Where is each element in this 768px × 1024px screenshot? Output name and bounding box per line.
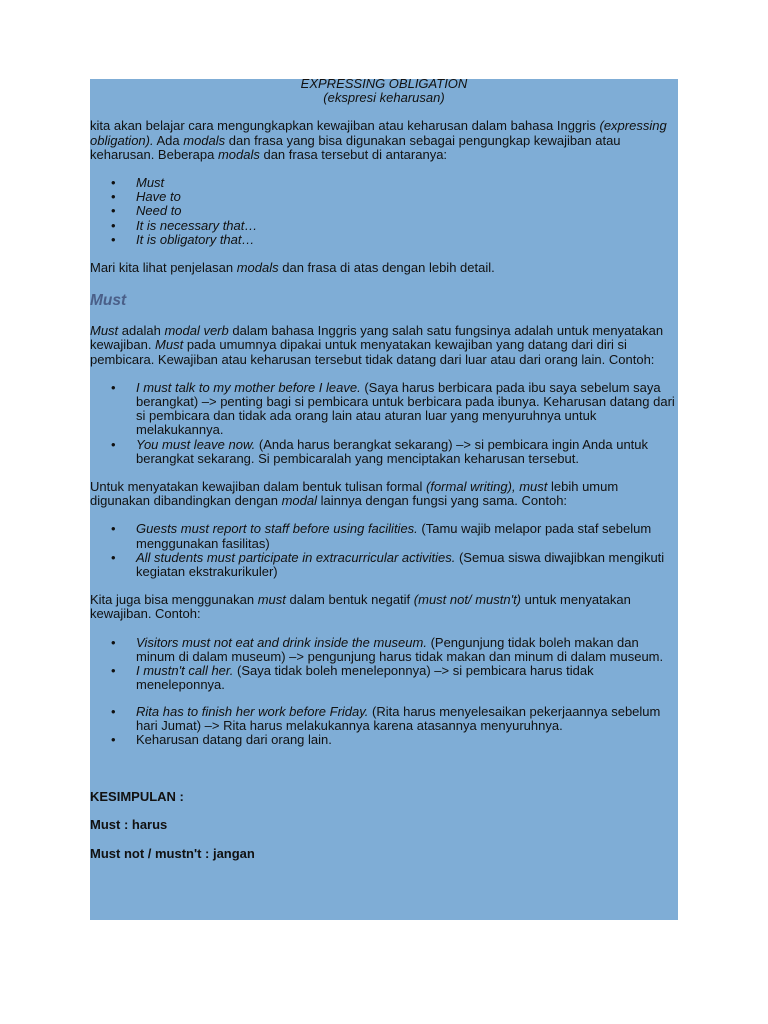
text-italic: must xyxy=(257,592,286,608)
expression: Need to xyxy=(136,203,182,219)
example-english: Rita has to finish her work before Friday. xyxy=(136,703,369,719)
detail-paragraph xyxy=(90,261,678,275)
text-italic: modals xyxy=(217,146,260,162)
text: dan frasa di atas dengan lebih detail. xyxy=(278,260,495,276)
text-italic: (formal writing), must xyxy=(426,479,548,495)
list-item xyxy=(136,176,678,190)
example-english: All students must participate in extracurricular activities. xyxy=(136,549,456,565)
example-translation: (Saya harus berbicara pada ibu saya sebelum saya berangkat) –> penting bagi si pembicara untuk berbicara pada ibunya. Keharusan datang dari si pembicara dan tidak ada orang lain atau aturan luar yang menyuruhnya untuk melakukannya. xyxy=(136,379,675,438)
example-translation: (Saya tidak boleh meneleponnya) –> si pembicara harus tidak meneleponnya. xyxy=(136,663,594,693)
list-item xyxy=(136,636,678,664)
example-english: I must talk to my mother before I leave. xyxy=(136,379,361,395)
conclusion-heading: KESIMPULAN : xyxy=(90,789,184,805)
list-item xyxy=(136,233,678,247)
text: kita akan belajar cara mengungkapkan kewajiban atau keharusan dalam bahasa Inggris xyxy=(90,118,600,134)
must-definition xyxy=(90,324,678,367)
list-item xyxy=(136,664,678,692)
list-item xyxy=(136,219,678,233)
example-list-2 xyxy=(90,522,678,579)
list-item xyxy=(136,551,678,579)
text: dan frasa yang bisa digunakan sebagai pengungkap kewajiban atau keharusan. Beberapa xyxy=(90,132,621,162)
conclusion-must: Must : harus xyxy=(90,817,168,833)
list-item xyxy=(136,522,678,550)
text: Ada xyxy=(153,132,184,148)
text: pada umumnya dipakai untuk menyatakan kewajiban yang datang dari diri si pembicara. Kewajiban atau keharusan tersebut tidak datang dari luar atau dari orang lain. Contoh: xyxy=(90,337,655,367)
expression: It is necessary that… xyxy=(136,217,258,233)
text: Mari kita lihat penjelasan xyxy=(90,260,237,276)
example-translation: (Tamu wajib melapor pada staf sebelum menggunakan fasilitas) xyxy=(136,521,652,551)
example-english: Visitors must not eat and drink inside the museum. xyxy=(136,634,427,650)
example-english: Guests must report to staff before using facilities. xyxy=(136,521,418,537)
text: Kita juga bisa menggunakan xyxy=(90,592,258,608)
example-translation: (Semua siswa diwajibkan mengikuti kegiatan ekstrakurikuler) xyxy=(136,549,665,580)
text-italic: (expressing obligation). xyxy=(90,118,667,148)
example-english: I mustn't call her. xyxy=(136,663,234,679)
conclusion-must-not: Must not / mustn't : jangan xyxy=(90,845,255,861)
expression: Must xyxy=(136,175,165,191)
page-title: EXPRESSING OBLIGATION xyxy=(300,76,468,91)
text: lebih umum digunakan dibandingkan dengan xyxy=(90,479,619,509)
text-italic: Must xyxy=(155,337,184,353)
text: untuk menyatakan kewajiban. Contoh: xyxy=(90,592,631,622)
list-item xyxy=(136,381,678,438)
list-item xyxy=(136,204,678,218)
text: adalah xyxy=(118,323,165,339)
formal-paragraph xyxy=(90,480,678,508)
text: lainnya dengan fungsi yang sama. Contoh: xyxy=(316,493,568,509)
text: dalam bentuk negatif xyxy=(285,592,414,608)
expression: Have to xyxy=(136,189,181,205)
expression-list xyxy=(90,176,678,247)
text: Untuk menyatakan kewajiban dalam bentuk tulisan formal xyxy=(90,479,427,495)
example-english: You must leave now. xyxy=(136,436,256,452)
text-italic: modal verb xyxy=(164,323,229,339)
negative-paragraph xyxy=(90,593,678,621)
text-italic: (must not/ mustn't) xyxy=(413,592,522,608)
text: dan frasa tersebut di antaranya: xyxy=(259,146,448,162)
example-translation: (Anda harus berangkat sekarang) –> si pembicara ingin Anda untuk berangkat sekarang. Si pembicaralah yang menciptakan keharusan tersebut. xyxy=(136,436,649,466)
example-list-1 xyxy=(90,381,678,466)
list-item xyxy=(136,438,678,466)
list-item xyxy=(136,733,678,747)
list-item xyxy=(136,705,678,733)
intro-paragraph xyxy=(90,119,678,162)
section-heading-must: Must xyxy=(90,292,127,310)
example-translation: (Rita harus menyelesaikan pekerjaannya sebelum hari Jumat) –> Rita harus melakukannya karena atasannya menyuruhnya. xyxy=(136,703,661,733)
list-item xyxy=(136,190,678,204)
example-list-3 xyxy=(90,636,678,747)
text-italic: modal xyxy=(281,493,317,509)
text-italic: modals xyxy=(183,132,226,148)
text: dalam bahasa Inggris yang salah satu fungsinya adalah untuk menyatakan kewajiban. xyxy=(90,323,664,353)
page-subtitle: (ekspresi keharusan) xyxy=(323,90,445,106)
expression: It is obligatory that… xyxy=(136,231,255,247)
text-italic: Must xyxy=(90,323,119,339)
document-page xyxy=(90,77,678,861)
example-translation: Keharusan datang dari orang lain. xyxy=(136,731,332,747)
text-italic: modals xyxy=(236,260,279,276)
example-translation: (Pengunjung tidak boleh makan dan minum di dalam museum) –> pengunjung harus tidak makan dan minum di dalam museum. xyxy=(136,634,664,664)
